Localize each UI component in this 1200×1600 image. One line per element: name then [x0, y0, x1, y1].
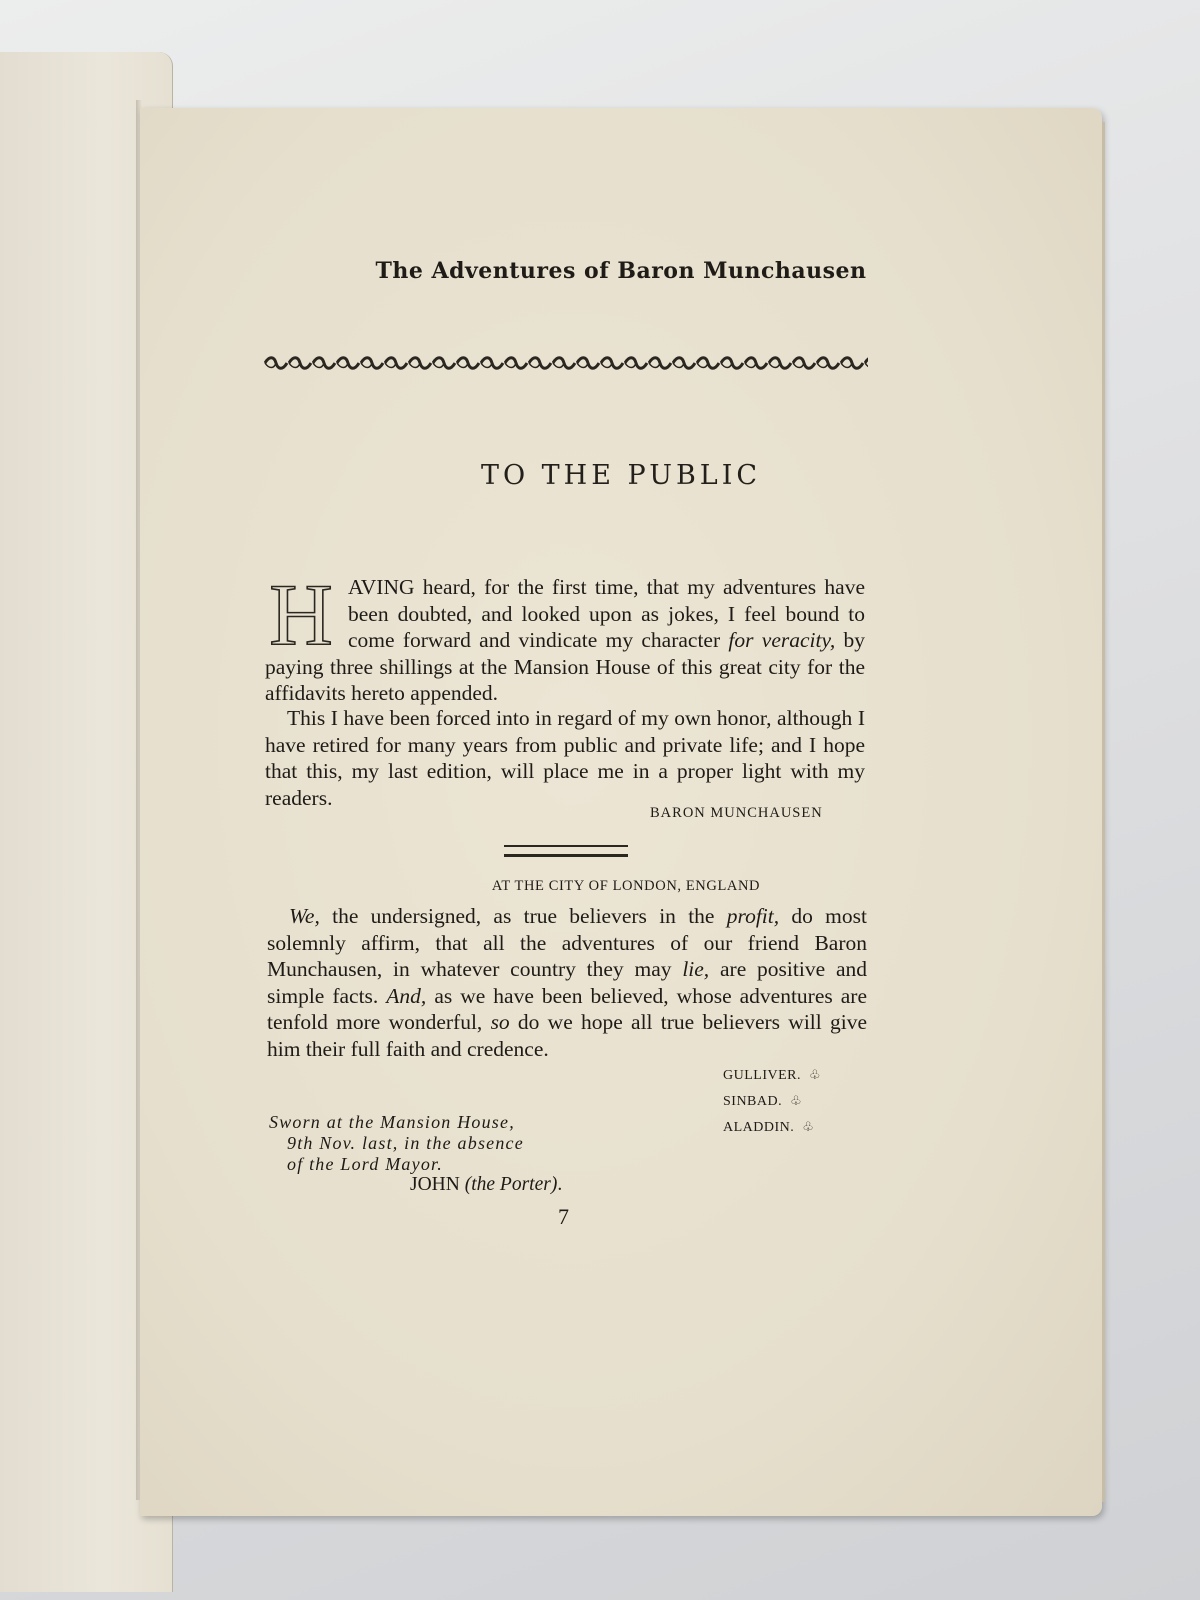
signer-name: GULLIVER. [723, 1068, 801, 1083]
running-head: The Adventures of Baron Munchausen [375, 258, 867, 284]
seal-mark-icon: ♧ [802, 1119, 815, 1134]
signer [723, 1114, 821, 1140]
affidavit-heading: AT THE CITY OF LONDON, ENGLAND [491, 878, 761, 894]
sworn-statement [269, 1112, 569, 1175]
seal-mark-icon: ♧ [790, 1093, 803, 1108]
italic-so: so [490, 1010, 510, 1034]
signers-list [723, 1062, 821, 1140]
sworn-line: Sworn at the Mansion House, [269, 1112, 515, 1132]
porter-period: . [557, 1174, 563, 1195]
affidavit-text-4: as we have been believed, whose adventures are tenfold more wonderful, [267, 983, 867, 1034]
section-divider [504, 845, 628, 857]
porter-role: (the Porter) [464, 1174, 558, 1195]
affidavit-text-5: do we hope all true believers will give him their full faith and credence. [267, 1010, 868, 1061]
svg-text:H: H [269, 578, 333, 650]
italic-lie: lie, [682, 957, 710, 981]
affidavit-text-2: do most solemnly affirm, that all the adventures of our friend Baron Munchausen, in whatever country they may [267, 904, 867, 981]
italic-we: We, [289, 904, 320, 928]
drop-cap-letter [265, 578, 338, 650]
seal-mark-icon: ♧ [809, 1067, 822, 1082]
signer [723, 1062, 821, 1088]
porter-name: JOHN [410, 1174, 460, 1195]
affidavit-text-3: are positive and simple facts. [267, 957, 867, 1008]
page-number: 7 [558, 1204, 569, 1229]
chapter-title: TO THE PUBLIC [480, 460, 762, 491]
affidavit-paragraph [267, 903, 867, 1062]
signer-name: ALADDIN. [723, 1120, 795, 1135]
porter-signature [410, 1174, 562, 1196]
ornamental-rule [264, 354, 868, 372]
page-edge [1102, 122, 1105, 1502]
sworn-line: 9th Nov. last, in the absence [287, 1133, 524, 1153]
paragraph-2: This I have been forced into in regard of my own honor, although I have retired for many years from public and private life; and I hope that this, my last edition, will place me in a proper light with my readers. [265, 706, 865, 810]
italic-and: And, [386, 983, 427, 1008]
italic-profit: profit, [726, 904, 780, 928]
signature: BARON MUNCHAUSEN [650, 805, 823, 821]
paragraph-1-text: AVING heard, for the first time, that my adventures have been doubted, and looked upon as jokes, I feel bound to come forward and vindicate my character [348, 575, 865, 652]
paragraph-1 [265, 574, 865, 707]
sworn-line: of the Lord Mayor. [287, 1154, 443, 1174]
right-page [140, 108, 1102, 1516]
italic-phrase: for veracity, [728, 628, 836, 652]
paragraph-1-end: by paying three shillings at the Mansion House of this great city for the affidavits hereto appended. [265, 628, 866, 705]
signer [723, 1088, 821, 1114]
signer-name: SINBAD. [723, 1094, 783, 1109]
affidavit-text-1: the undersigned, as true believers in the [319, 904, 727, 928]
